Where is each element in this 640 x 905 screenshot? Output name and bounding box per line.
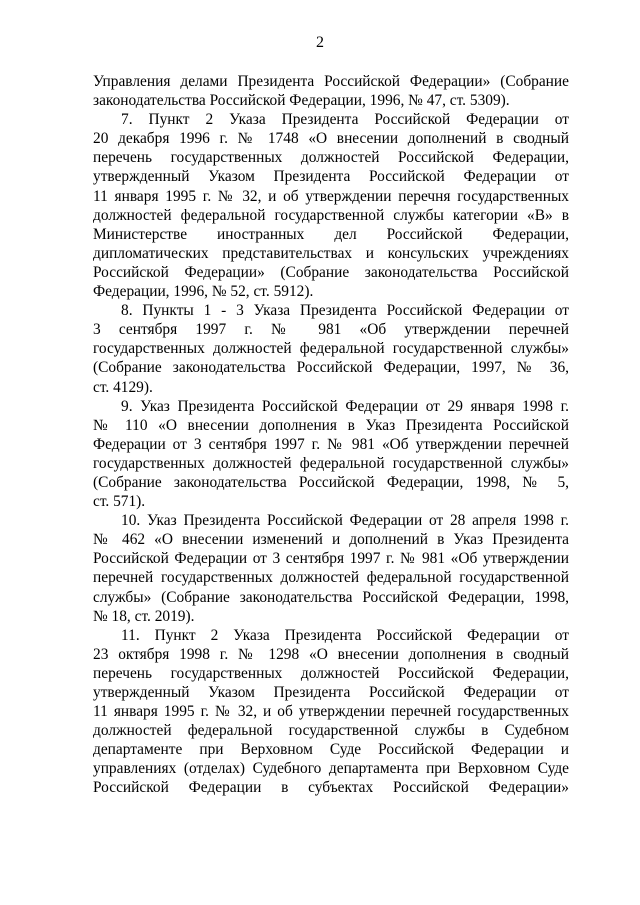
paragraph-item-9 <box>93 397 569 512</box>
text-line: государственных должностей федеральной государственной службы» <box>93 340 569 358</box>
text-line: перечней государственных должностей федеральной государственной <box>93 569 569 587</box>
text-line: (Собрание законодательства Российской Федерации, 1998, № 5, <box>93 473 569 491</box>
text-line: Управления делами Президента Российской Федерации» (Собрание <box>93 73 569 90</box>
text-line: службы» (Собрание законодательства Российской Федерации, 1998, <box>93 588 569 606</box>
text-line: законодательства Российской Федерации, 1996, № 47, ст. 5309). <box>93 92 510 110</box>
text-line: 3 сентября 1997 г. № 981 «Об утверждении перечней <box>93 321 569 339</box>
text-line: Федерации от 3 сентября 1997 г. № 981 «Об утверждении перечней <box>93 435 569 453</box>
text-line: перечень государственных должностей Российской Федерации, <box>93 149 569 167</box>
text-line: 11. Пункт 2 Указа Президента Российской Федерации от <box>121 626 569 644</box>
paragraph-continuation <box>93 72 569 110</box>
text-line: 23 октября 1998 г. № 1298 «О внесении дополнения в сводный <box>93 645 569 663</box>
text-line: должностей федеральной государственной службы в Судебном <box>93 722 569 740</box>
text-line: № 110 «О внесении дополнения в Указ Президента Российской <box>93 416 569 434</box>
text-line: 11 января 1995 г. № 32, и об утверждении перечня государственных <box>93 187 569 205</box>
page-number: 2 <box>316 34 324 51</box>
text-line: Российской Федерации от 3 сентября 1997 г. № 981 «Об утверждении <box>93 550 569 568</box>
text-line: 9. Указ Президента Российской Федерации от 29 января 1998 г. <box>121 397 569 415</box>
text-line: № 462 «О внесении изменений и дополнений в Указ Президента <box>93 531 569 549</box>
text-line: 10. Указ Президента Российской Федерации от 28 апреля 1998 г. <box>121 512 569 530</box>
text-line: 11 января 1995 г. № 32, и об утверждении перечней государственных <box>93 703 569 721</box>
paragraph-item-11 <box>93 626 569 798</box>
text-line: утвержденный Указом Президента Российской Федерации от <box>93 684 569 701</box>
text-line: дипломатических представительствах и консульских учреждениях <box>93 244 569 262</box>
text-line: управлениях (отделах) Судебного департамента при Верховном Суде <box>93 760 569 778</box>
paragraph-item-10 <box>93 511 569 626</box>
text-line: Федерации, 1996, № 52, ст. 5912). <box>93 283 314 301</box>
text-line: ст. 4129). <box>93 378 153 396</box>
text-line: департаменте при Верховном Суде Российской Федерации и <box>93 741 569 759</box>
text-line: утвержденный Указом Президента Российской Федерации от <box>93 168 569 186</box>
document-body <box>93 72 569 798</box>
text-line: (Собрание законодательства Российской Федерации, 1997, № 36, <box>93 359 569 377</box>
text-line: должностей федеральной государственной службы категории «В» в <box>93 206 569 224</box>
text-line: ст. 571). <box>93 493 146 511</box>
paragraph-item-8 <box>93 301 569 396</box>
text-line: перечень государственных должностей Российской Федерации, <box>93 664 569 682</box>
text-line: государственных должностей федеральной государственной службы» <box>93 454 569 472</box>
text-line: 20 декабря 1996 г. № 1748 «О внесении дополнений в сводный <box>93 130 569 148</box>
text-line: 8. Пункты 1 - 3 Указа Президента Российской Федерации от <box>121 302 569 320</box>
text-line: Российской Федерации в субъектах Российской Федерации» <box>93 779 569 797</box>
text-line: Российской Федерации» (Собрание законодательства Российской <box>93 263 569 281</box>
text-line: 7. Пункт 2 Указа Президента Российской Федерации от <box>121 111 569 129</box>
paragraph-item-7 <box>93 110 569 301</box>
text-line: Министерстве иностранных дел Российской Федерации, <box>93 225 569 243</box>
text-line: № 18, ст. 2019). <box>93 607 195 625</box>
